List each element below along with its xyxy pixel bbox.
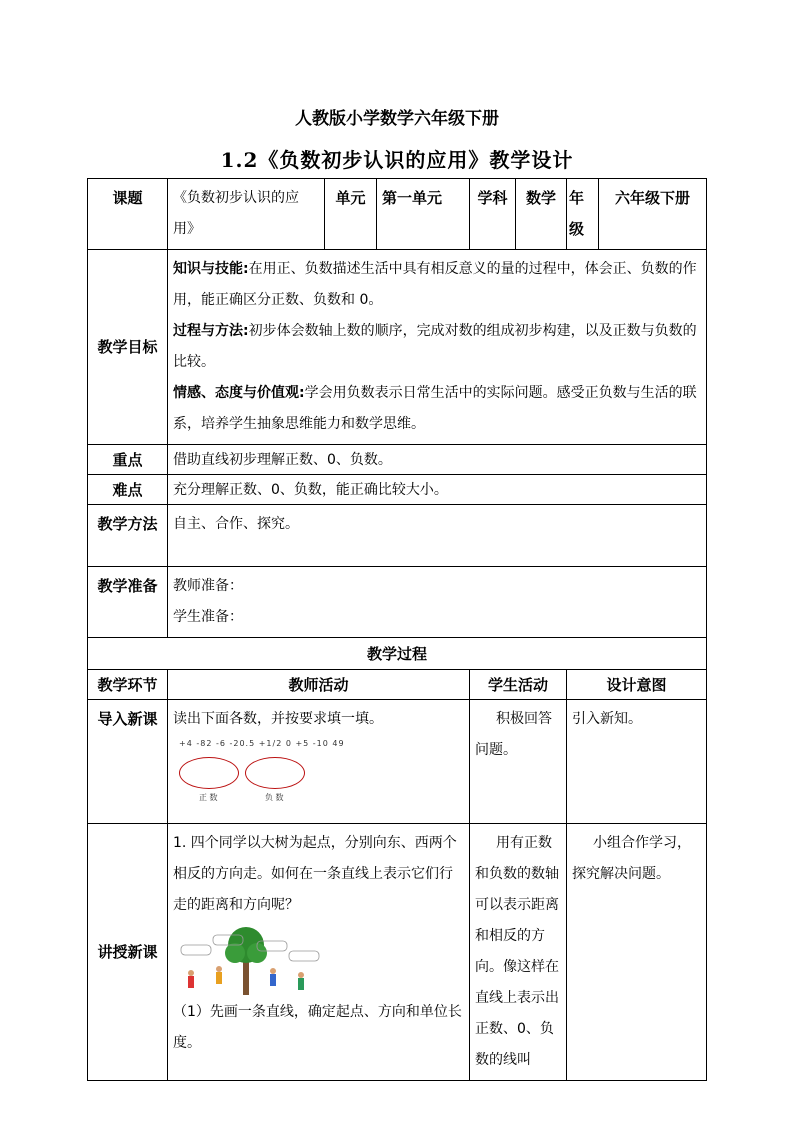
child-2-body [216, 972, 222, 984]
child-1-body [188, 976, 194, 988]
label-unit: 单元 [325, 179, 377, 250]
prep-student: 学生准备： [173, 609, 243, 625]
speech-bubble-1 [181, 945, 211, 955]
intent-intro: 引入新知。 [567, 700, 707, 824]
method-value: 自主、合作、探究。 [168, 505, 707, 567]
process-title: 教学过程 [88, 638, 707, 670]
label-subject: 学科 [470, 179, 516, 250]
child-4-head [298, 972, 304, 978]
label-goals: 教学目标 [88, 250, 168, 445]
teacher-teaching-step: （1）先画一条直线，确定起点、方向和单位长度。 [173, 1004, 462, 1051]
grade-value: 六年级下册 [599, 179, 707, 250]
goal-process: 过程与方法:初步体会数轴上数的顺序，完成对数的组成初步构建，以及正数与负数的比较。 [173, 323, 697, 370]
tree-illustration [173, 925, 323, 997]
tree-crown-left [225, 943, 245, 963]
col-intent: 设计意图 [567, 670, 707, 700]
subject-value: 数学 [516, 179, 567, 250]
negative-label: 负 数 [265, 793, 284, 802]
col-stage: 教学环节 [88, 670, 168, 700]
key-value: 借助直线初步理解正数、0、负数。 [168, 445, 707, 475]
negative-oval [245, 757, 305, 789]
child-2-head [216, 966, 222, 972]
teacher-teaching [168, 824, 470, 1081]
label-grade: 年级 [567, 179, 599, 250]
label-key: 重点 [88, 445, 168, 475]
child-3-body [270, 974, 276, 986]
unit-value: 第一单元 [377, 179, 470, 250]
student-teaching: 用有正数和负数的数轴可以表示距离和相反的方向。像这样在直线上表示出正数、0、负数的线叫 [470, 824, 567, 1081]
label-method: 教学方法 [88, 505, 168, 567]
child-3-head [270, 968, 276, 974]
student-intro: 积极回答问题。 [470, 700, 567, 824]
topic-value: 《负数初步认识的应用》 [168, 179, 325, 250]
intent-teaching: 小组合作学习，探究解决问题。 [567, 824, 707, 1081]
document-title: 人教版小学数学六年级下册 [295, 109, 499, 129]
document-subtitle: 1.2《负数初步认识的应用》教学设计 [220, 148, 574, 172]
prep-teacher: 教师准备： [173, 578, 243, 594]
speech-bubble-4 [289, 951, 319, 961]
goals-content [168, 250, 707, 445]
child-1-head [188, 970, 194, 976]
number-list: +4 -82 -6 -20.5 +1/2 0 +5 -10 49 [179, 739, 345, 748]
number-sort-figure [173, 739, 464, 819]
lesson-plan-table [87, 178, 707, 1081]
difficulty-value: 充分理解正数、0、负数，能正确比较大小。 [168, 475, 707, 505]
goal-knowledge: 知识与技能:在用正、负数描述生活中具有相反意义的量的过程中，体会正、负数的作用，能正确区分正数、负数和 0。 [173, 261, 697, 308]
label-topic: 课题 [88, 179, 168, 250]
col-teacher: 教师活动 [168, 670, 470, 700]
teacher-intro [168, 700, 470, 824]
prep-value [168, 567, 707, 638]
positive-oval [179, 757, 239, 789]
tree-trunk [243, 959, 249, 995]
tree-figure [173, 925, 464, 997]
positive-label: 正 数 [199, 793, 218, 802]
label-difficulty: 难点 [88, 475, 168, 505]
col-student: 学生活动 [470, 670, 567, 700]
stage-intro: 导入新课 [88, 700, 168, 824]
child-4-body [298, 978, 304, 990]
teacher-intro-text: 读出下面各数，并按要求填一填。 [173, 711, 383, 727]
teacher-teaching-text: 1. 四个同学以大树为起点，分别向东、西两个相反的方向走。如何在一条直线上表示它们行走的距离和方向呢？ [173, 835, 457, 913]
label-prep: 教学准备 [88, 567, 168, 638]
stage-teaching: 讲授新课 [88, 824, 168, 1081]
goal-emotion: 情感、态度与价值观:学会用负数表示日常生活中的实际问题。感受正负数与生活的联系，培养学生抽象思维能力和数学思维。 [173, 385, 697, 432]
